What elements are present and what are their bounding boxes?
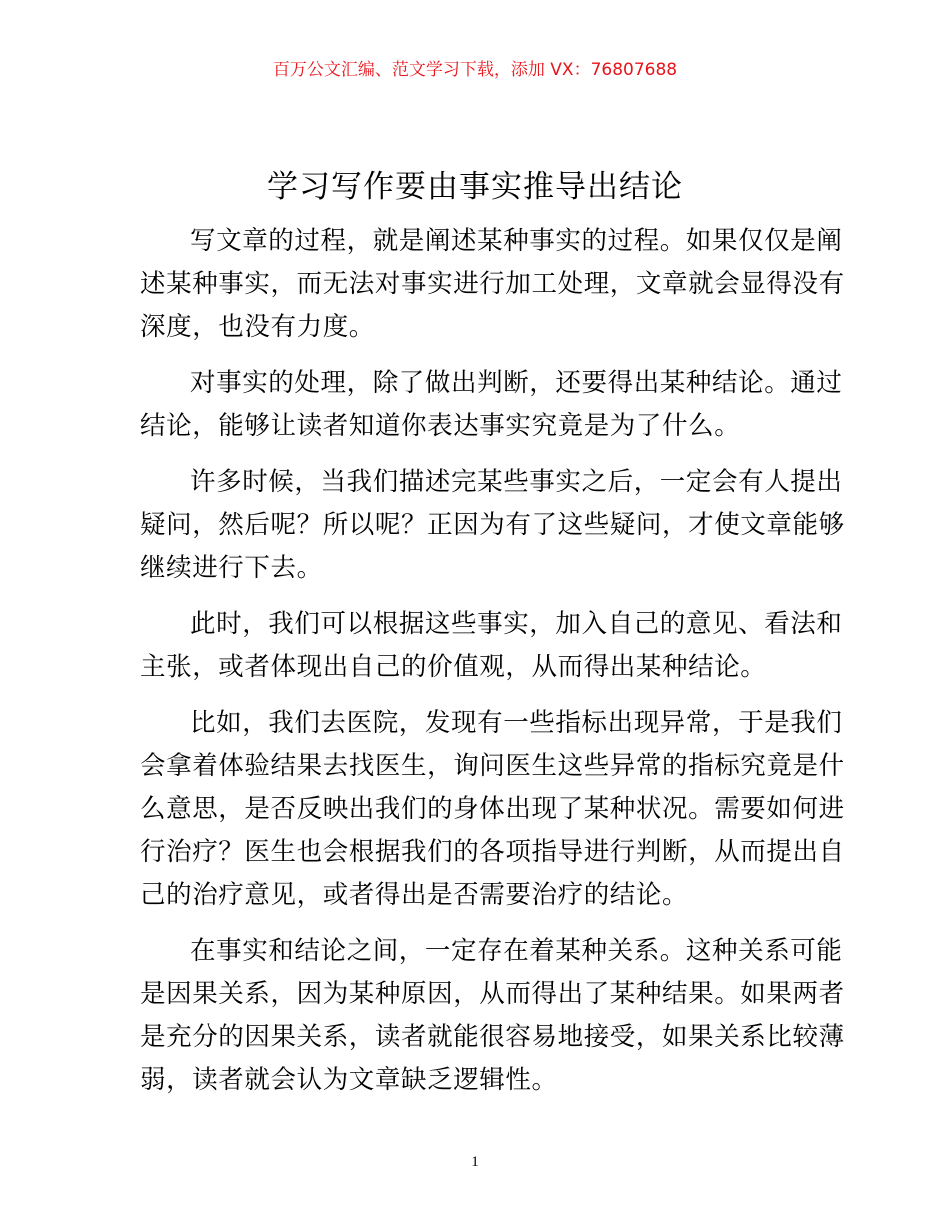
paragraph-line: 写文章的过程，就是阐述某种事实的过程。如果仅仅是阐 (190, 226, 843, 256)
paragraph-line: 么意思，是否反映出我们的身体出现了某种状况。需要如何进 (140, 794, 845, 824)
document-title: 学习写作要由事实推导出结论 (267, 169, 683, 205)
paragraph-line: 结论，能够让读者知道你表达事实究竟是为了什么。 (140, 411, 741, 441)
document-body (140, 220, 845, 1115)
paragraph (140, 220, 845, 349)
watermark-header: 百万公文汇编、范文学习下载，添加 VX：76807688 (272, 60, 678, 80)
paragraph-line: 在事实和结论之间，一定存在着某种关系。这种关系可能 (190, 936, 843, 966)
paragraph-line: 主张，或者体现出自己的价值观，从而得出某种结论。 (140, 652, 767, 682)
paragraph (140, 461, 845, 590)
paragraph-line: 许多时候，当我们描述完某些事实之后，一定会有人提出 (190, 467, 843, 497)
paragraph-line: 会拿着体验结果去找医生，询问医生这些异常的指标究竟是什 (140, 751, 845, 781)
paragraph-line: 是充分的因果关系，读者就能很容易地接受，如果关系比较薄 (140, 1022, 845, 1052)
paragraph-line: 疑问，然后呢？所以呢？正因为有了这些疑问，才使文章能够 (140, 510, 845, 540)
page-number: 1 (471, 1154, 479, 1170)
paragraph-line: 述某种事实，而无法对事实进行加工处理，文章就会显得没有 (140, 269, 845, 299)
paragraph-line: 行治疗？医生也会根据我们的各项指导进行判断，从而提出自 (140, 837, 845, 867)
paragraph (140, 603, 843, 689)
paragraph-line: 深度，也没有力度。 (140, 312, 375, 342)
paragraph (140, 702, 845, 917)
paragraph-line: 继续进行下去。 (140, 553, 323, 583)
paragraph (140, 930, 845, 1102)
paragraph (140, 362, 843, 448)
paragraph-line: 此时，我们可以根据这些事实，加入自己的意见、看法和 (190, 609, 843, 639)
paragraph-line: 是因果关系，因为某种原因，从而得出了某种结果。如果两者 (140, 979, 845, 1009)
paragraph-line: 弱，读者就会认为文章缺乏逻辑性。 (140, 1065, 558, 1095)
paragraph-line: 己的治疗意见，或者得出是否需要治疗的结论。 (140, 880, 689, 910)
paragraph-line: 比如，我们去医院，发现有一些指标出现异常，于是我们 (190, 708, 843, 738)
paragraph-line: 对事实的处理，除了做出判断，还要得出某种结论。通过 (190, 368, 843, 398)
